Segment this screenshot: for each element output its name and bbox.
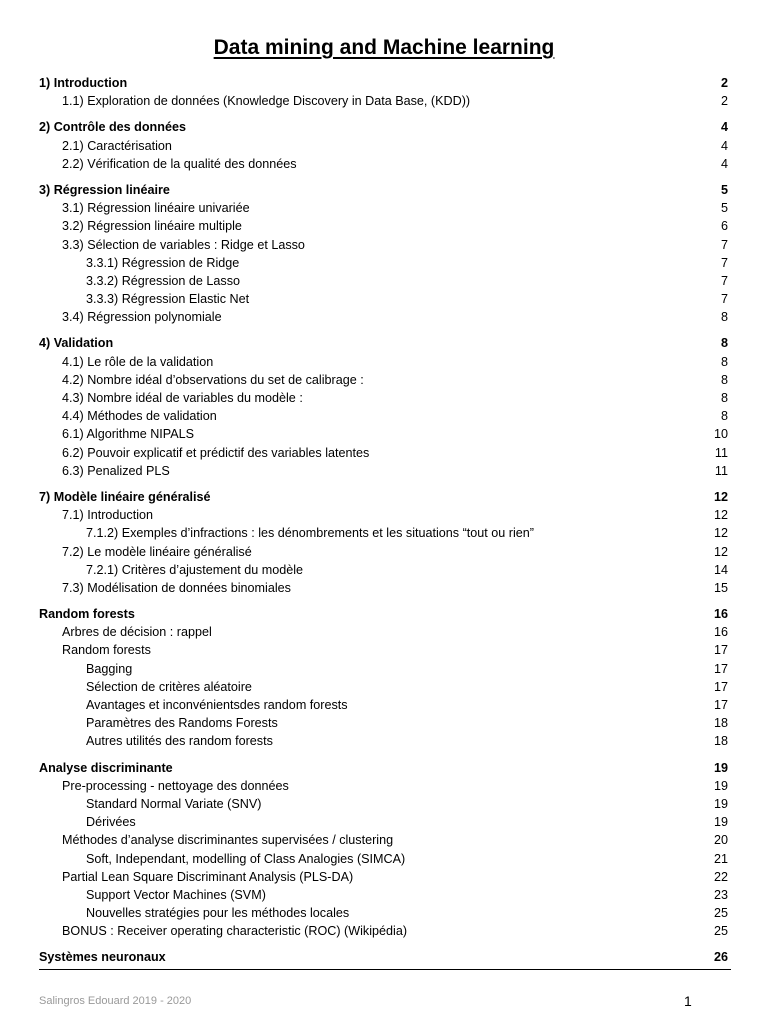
toc-entry-page: 19: [713, 760, 728, 775]
toc-entry-label: 3.4) Régression polynomiale: [62, 310, 222, 325]
toc-entry-label: 3) Régression linéaire: [39, 182, 170, 197]
toc-entry-label: Avantages et inconvénientsdes random forests: [86, 698, 348, 712]
toc-entry-label: Pre-processing - nettoyage des données: [62, 778, 289, 793]
toc-entry-page: 16: [713, 607, 728, 622]
toc-entry-page: 12: [713, 489, 728, 504]
table-of-contents: [39, 74, 728, 975]
toc-entry[interactable]: [39, 236, 728, 254]
toc-entry-label: Standard Normal Variate (SNV): [86, 796, 262, 811]
toc-entry-label: 2.1) Caractérisation: [62, 138, 172, 153]
toc-entry[interactable]: [39, 407, 728, 425]
toc-entry[interactable]: [39, 155, 728, 173]
toc-chapter-entry[interactable]: [39, 605, 728, 623]
toc-entry-page: 18: [713, 734, 728, 749]
toc-entry-label: 3.2) Régression linéaire multiple: [62, 219, 242, 234]
toc-entry-page: 22: [713, 869, 728, 884]
toc-entry-page: 7: [720, 255, 728, 270]
toc-entry[interactable]: [39, 217, 728, 235]
toc-entry-label: Paramètres des Randoms Forests: [86, 716, 278, 731]
toc-entry-label: 6.1) Algorithme NIPALS: [62, 427, 195, 442]
toc-entry-label: Nouvelles stratégies pour les méthodes locales: [86, 906, 350, 921]
toc-entry-page: 25: [713, 906, 728, 921]
toc-entry[interactable]: [39, 353, 728, 371]
toc-entry-label: 2.2) Vérification de la qualité des données: [62, 156, 297, 171]
toc-entry-page: 8: [720, 372, 728, 387]
toc-section: [39, 759, 728, 941]
toc-entry-label: 7.3) Modélisation de données binomiales: [62, 580, 291, 595]
toc-entry-label: Analyse discriminante: [39, 760, 173, 775]
toc-entry-page: 26: [713, 950, 728, 965]
toc-entry-label: 4) Validation: [39, 336, 114, 351]
toc-entry-label: 4.1) Le rôle de la validation: [62, 354, 214, 369]
toc-entry-page: 10: [713, 427, 728, 442]
toc-entry-page: 7: [720, 292, 728, 307]
toc-entry-page: 17: [713, 661, 728, 676]
toc-section: [39, 605, 728, 751]
toc-entry[interactable]: [39, 660, 728, 678]
toc-entry[interactable]: [39, 561, 728, 579]
toc-entry-label: 7.1) Introduction: [62, 508, 154, 523]
toc-entry-page: 6: [720, 219, 728, 234]
toc-chapter-entry[interactable]: [39, 181, 728, 199]
toc-entry-page: 8: [720, 336, 728, 351]
toc-entry-page: 5: [720, 201, 728, 216]
toc-entry[interactable]: [39, 922, 728, 940]
toc-chapter-entry[interactable]: [39, 759, 728, 777]
toc-section: [39, 181, 728, 327]
toc-entry-page: 17: [713, 679, 728, 694]
toc-entry-label: 4.4) Méthodes de validation: [62, 409, 217, 424]
toc-entry-label: Autres utilités des random forests: [86, 734, 273, 749]
toc-entry-page: 4: [720, 156, 728, 171]
toc-entry-page: 20: [713, 833, 728, 848]
toc-entry-page: 14: [713, 562, 728, 577]
toc-entry[interactable]: [39, 137, 728, 155]
toc-entry-page: 8: [720, 354, 728, 369]
toc-entry-label: 6.3) Penalized PLS: [62, 463, 170, 478]
toc-entry[interactable]: [39, 623, 728, 641]
toc-entry[interactable]: [39, 850, 728, 868]
toc-entry-label: Bagging: [86, 661, 133, 676]
toc-section: [39, 948, 728, 966]
toc-entry[interactable]: [39, 371, 728, 389]
toc-entry[interactable]: [39, 462, 728, 480]
footer-page-number: 1: [684, 993, 692, 1009]
toc-entry-label: Soft, Independant, modelling of Class Analogies (SIMCA): [86, 851, 406, 866]
toc-entry-label: 1) Introduction: [39, 76, 128, 90]
toc-entry-label: Partial Lean Square Discriminant Analysis (PLS-DA): [62, 869, 354, 884]
toc-entry[interactable]: [39, 831, 728, 849]
toc-entry[interactable]: [39, 254, 728, 272]
toc-entry-page: 4: [720, 138, 728, 153]
toc-entry-label: 7.2.1) Critères d’ajustement du modèle: [86, 562, 304, 577]
footer-author: Salingros Edouard 2019 - 2020: [39, 995, 192, 1007]
toc-entry[interactable]: [39, 308, 728, 326]
toc-section: [39, 488, 728, 597]
toc-entry-label: Sélection de critères aléatoire: [86, 679, 252, 694]
toc-entry-label: 1.1) Exploration de données (Knowledge Discovery in Data Base, (KDD)): [62, 94, 471, 109]
toc-entry-label: 2) Contrôle des données: [39, 120, 186, 135]
toc-entry[interactable]: [39, 272, 728, 290]
toc-entry-label: 3.3.3) Régression Elastic Net: [86, 292, 250, 307]
toc-entry-page: 7: [720, 273, 728, 288]
toc-entry-page: 11: [714, 463, 728, 478]
toc-entry[interactable]: [39, 813, 728, 831]
toc-entry-page: 2: [720, 94, 728, 109]
toc-entry-page: 19: [713, 796, 728, 811]
toc-entry[interactable]: [39, 543, 728, 561]
toc-entry-page: 2: [720, 76, 728, 90]
toc-entry-label: Arbres de décision : rappel: [62, 625, 212, 640]
toc-entry-label: Random forests: [39, 607, 135, 622]
toc-entry-label: Méthodes d’analyse discriminantes supervisées / clustering: [62, 833, 394, 848]
toc-entry-label: 3.3) Sélection de variables : Ridge et Lasso: [62, 237, 305, 252]
toc-chapter-entry[interactable]: [39, 948, 728, 966]
toc-entry-label: Random forests: [62, 643, 151, 658]
toc-entry-label: Systèmes neuronaux: [39, 950, 166, 965]
toc-entry[interactable]: [39, 678, 728, 696]
toc-entry-page: 5: [720, 182, 728, 197]
toc-entry-page: 19: [713, 778, 728, 793]
toc-entry[interactable]: [39, 904, 728, 922]
toc-entry-page: 8: [720, 409, 728, 424]
toc-entry-label: 6.2) Pouvoir explicatif et prédictif des variables latentes: [62, 445, 370, 460]
toc-entry-page: 16: [713, 625, 728, 640]
toc-entry-page: 19: [713, 815, 728, 830]
toc-entry-page: 12: [713, 544, 728, 559]
toc-section: [39, 74, 728, 110]
toc-entry-label: 3.1) Régression linéaire univariée: [62, 201, 250, 216]
toc-entry[interactable]: [39, 795, 728, 813]
toc-entry[interactable]: [39, 777, 728, 795]
toc-entry-label: 4.2) Nombre idéal d’observations du set de calibrage :: [62, 372, 364, 387]
toc-entry-page: 17: [713, 643, 728, 658]
toc-entry-label: 3.3.1) Régression de Ridge: [86, 255, 240, 270]
toc-entry-page: 11: [714, 445, 728, 460]
toc-entry-label: 7.2) Le modèle linéaire généralisé: [62, 544, 252, 559]
bottom-divider: [39, 969, 731, 970]
toc-entry[interactable]: [39, 696, 728, 714]
toc-entry[interactable]: [39, 290, 728, 308]
toc-entry-page: 17: [713, 698, 728, 712]
toc-entry[interactable]: [39, 425, 728, 443]
toc-entry[interactable]: [39, 714, 728, 732]
toc-entry-label: 7.1.2) Exemples d’infractions : les dénombrements et les situations “tout ou rien”: [86, 526, 534, 541]
toc-entry[interactable]: [39, 641, 728, 659]
toc-entry-page: 21: [713, 851, 728, 866]
toc-chapter-entry[interactable]: [39, 488, 728, 506]
toc-entry[interactable]: [39, 389, 728, 407]
toc-entry-page: 25: [713, 924, 728, 939]
toc-entry[interactable]: [39, 868, 728, 886]
toc-entry[interactable]: [39, 506, 728, 524]
toc-section: [39, 334, 728, 480]
toc-entry-page: 12: [713, 508, 728, 523]
toc-chapter-entry[interactable]: [39, 118, 728, 136]
toc-chapter-entry[interactable]: [39, 334, 728, 352]
toc-entry-page: 18: [713, 716, 728, 731]
toc-entry[interactable]: [39, 92, 728, 110]
toc-entry-page: 7: [720, 237, 728, 252]
toc-chapter-entry[interactable]: [39, 74, 728, 92]
toc-entry-label: 7) Modèle linéaire généralisé: [39, 489, 211, 504]
toc-entry-label: BONUS : Receiver operating characteristic (ROC) (Wikipédia): [62, 924, 408, 939]
toc-entry-page: 23: [713, 887, 728, 902]
toc-entry[interactable]: [39, 199, 728, 217]
toc-entry[interactable]: [39, 579, 728, 597]
page-title: Data mining and Machine learning: [213, 36, 555, 59]
toc-section: [39, 118, 728, 173]
toc-entry[interactable]: [39, 444, 728, 462]
toc-entry-page: 8: [720, 310, 728, 325]
toc-entry-page: 12: [713, 526, 728, 541]
toc-entry-label: 4.3) Nombre idéal de variables du modèle :: [62, 391, 303, 405]
toc-entry[interactable]: [39, 886, 728, 904]
toc-entry-page: 8: [720, 391, 728, 405]
toc-entry[interactable]: [39, 524, 728, 542]
toc-entry-label: Dérivées: [86, 815, 136, 830]
toc-entry-label: 3.3.2) Régression de Lasso: [86, 273, 241, 288]
toc-entry[interactable]: [39, 732, 728, 750]
toc-entry-page: 15: [713, 580, 728, 595]
toc-entry-page: 4: [720, 120, 728, 135]
toc-entry-label: Support Vector Machines (SVM): [86, 887, 266, 902]
